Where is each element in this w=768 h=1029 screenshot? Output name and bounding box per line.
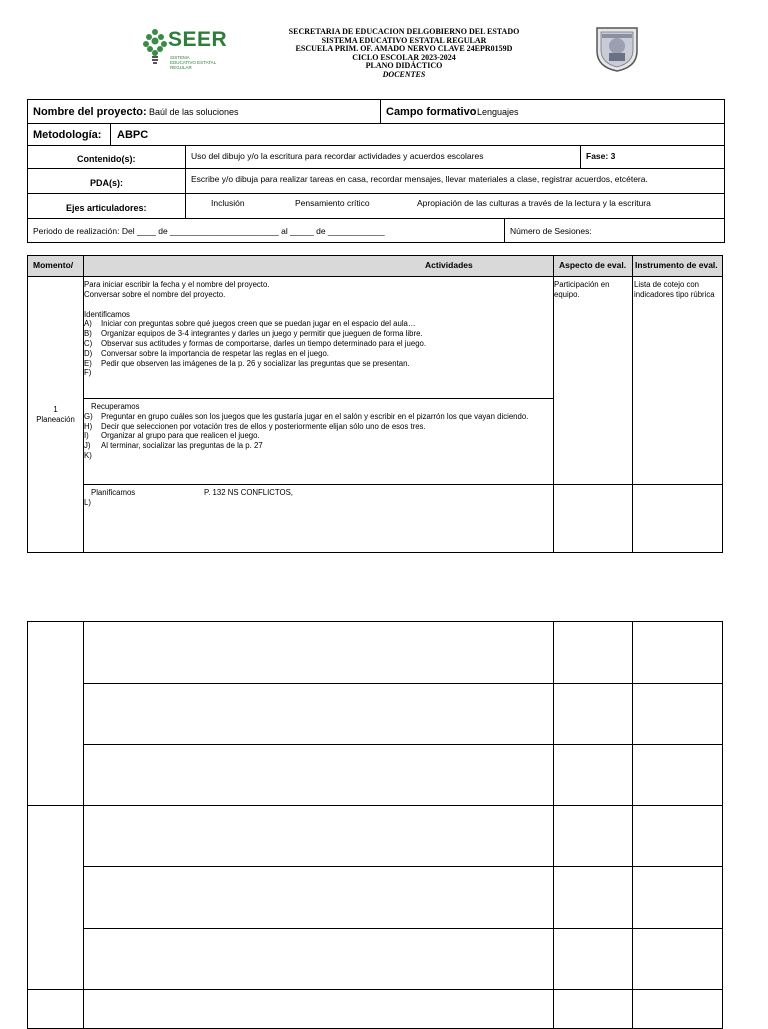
header-line-2: SISTEMA EDUCATIVO ESTATAL REGULAR <box>321 35 487 45</box>
empty-table-cell <box>27 805 84 990</box>
activity-item <box>84 412 546 422</box>
empty-table-cell <box>632 805 723 867</box>
activity-intro-1: Para iniciar escribir la fecha y el nombre del proyecto. <box>84 280 270 289</box>
leaf-bulb-icon <box>142 26 168 66</box>
empty-table-cell <box>553 866 633 929</box>
activity-block-identificamos <box>83 276 554 399</box>
momento-name: Planeación <box>36 414 75 424</box>
header-instrumento: Instrumento de eval. <box>632 255 723 277</box>
activity-item-letter: D) <box>84 348 93 358</box>
activity-item-letter: F) <box>84 368 92 378</box>
activity-item-text: Decir que seleccionen por votación tres de ellos y posteriormente elijan sólo uno de esos tres. <box>101 421 426 431</box>
aspecto-cell-empty <box>553 484 633 553</box>
empty-table-cell <box>83 683 554 745</box>
campo-formativo-label: Campo formativo <box>386 106 477 118</box>
empty-table-cell <box>553 989 633 1029</box>
eje-pensamiento-critico: Pensamiento crítico <box>295 198 370 208</box>
header-actividades: Actividades <box>83 255 554 277</box>
metodologia-row <box>27 123 725 146</box>
empty-table-cell <box>632 621 723 684</box>
empty-table-cell <box>553 621 633 684</box>
sesiones-label: Número de Sesiones: <box>510 226 592 236</box>
periodo-row <box>27 218 725 243</box>
periodo-text: Periodo de realización: Del ____ de _______________________ al _____ de ____________ <box>33 226 385 236</box>
ejes-row <box>27 193 725 219</box>
header-line-4: CICLO ESCOLAR 2023-2024 <box>352 52 456 62</box>
empty-table-cell <box>83 621 554 684</box>
activity-item-letter: J) <box>84 441 91 451</box>
empty-table-cell <box>632 744 723 806</box>
contenido-value: Uso del dibujo y/o la escritura para recordar actividades y acuerdos escolares <box>191 151 484 161</box>
activity-page-ref: P. 132 NS CONFLICTOS, <box>204 488 293 497</box>
contenido-row <box>27 145 725 169</box>
instrumento-value: Lista de cotejo con indicadores tipo rúbrica <box>634 280 715 299</box>
eje-inclusion: Inclusión <box>211 198 245 208</box>
header-momento: Momento/ <box>27 255 84 277</box>
activity-item-letter: C) <box>84 338 93 348</box>
activity-item <box>84 349 546 359</box>
activity-item-letter: G) <box>84 411 93 421</box>
activity-item-text: Organizar equipos de 3-4 integrantes y darles un juego y permitir que jueguen de forma libre. <box>101 329 423 339</box>
empty-table-cell <box>83 805 554 867</box>
pda-value: Escribe y/o dibuja para realizar tareas en casa, recordar mensajes, llevar materiales a clase, registrar acuerdos, etcétera. <box>191 174 648 184</box>
header-line-6: DOCENTES <box>382 69 426 79</box>
empty-table-cell <box>632 683 723 745</box>
document-header <box>230 28 578 80</box>
fase-value: Fase: 3 <box>586 151 616 161</box>
instrumento-cell <box>632 276 723 485</box>
ejes-label: Ejes articuladores: <box>66 203 147 213</box>
pda-label: PDA(s): <box>90 178 123 188</box>
empty-table-cell <box>553 928 633 990</box>
empty-table-cell <box>553 744 633 806</box>
activity-item-letter: K) <box>84 450 92 460</box>
activity-block-planificamos <box>83 484 554 553</box>
activity-item <box>84 359 546 369</box>
activity-item-letter: A) <box>84 319 92 329</box>
eje-apropiacion: Apropiación de las culturas a través de la lectura y la escritura <box>417 198 651 208</box>
activity-item-text: Organizar al grupo para que realicen el juego. <box>101 431 260 441</box>
activity-block-title: Identificamos <box>84 309 130 319</box>
activity-item <box>84 329 546 339</box>
seer-logo <box>142 24 228 70</box>
empty-table-cell <box>83 744 554 806</box>
activity-item-letter: H) <box>84 421 93 431</box>
aspecto-cell <box>553 276 633 485</box>
activity-item <box>84 441 546 451</box>
activity-item-letter: E) <box>84 358 92 368</box>
school-seal-icon <box>594 25 640 73</box>
activity-item <box>84 368 546 378</box>
activity-item-letter: B) <box>84 329 92 339</box>
instrumento-cell-empty <box>632 484 723 553</box>
project-name-cell <box>27 99 381 124</box>
project-name-value: Baúl de las soluciones <box>149 107 239 117</box>
empty-table-cell <box>27 621 84 806</box>
activity-item-text: Al terminar, socializar las preguntas de la p. 27 <box>101 441 263 451</box>
activity-item <box>84 319 546 329</box>
activity-block-title: Recuperamos <box>91 402 140 411</box>
contenido-label: Contenido(s): <box>77 154 136 164</box>
project-name-label: Nombre del proyecto: <box>33 106 147 118</box>
header-line-3: ESCUELA PRIM. OF. AMADO NERVO CLAVE 24EPR0159D <box>295 44 513 54</box>
activity-item-text: Pedir que observen las imágenes de la p. 26 y socializar las preguntas que se presentan. <box>101 358 410 368</box>
empty-table-cell <box>83 866 554 929</box>
momento-number: 1 <box>53 405 58 414</box>
header-line-1: SECRETARIA DE EDUCACION DELGOBIERNO DEL ESTADO <box>288 27 520 36</box>
logo-subtitle: SISTEMA EDUCATIVO ESTATAL REGULAR <box>170 55 217 70</box>
activity-intro-2: Conversar sobre el nombre del proyecto. <box>84 289 226 299</box>
empty-table-cell <box>553 683 633 745</box>
empty-table-cell <box>553 805 633 867</box>
activity-item-text: Preguntar en grupo cuáles son los juegos que les gustaría jugar en el salón y escribir en el pizarrón los que vayan diciendo. <box>101 411 529 421</box>
logo-brand: SEER <box>168 28 228 51</box>
pda-row <box>27 168 725 194</box>
campo-formativo-cell <box>380 99 725 124</box>
empty-table-cell <box>83 989 554 1029</box>
activity-item-text: Observar sus actitudes y formas de comportarse, darles un tiempo determinado para el juego. <box>101 338 427 348</box>
activity-item-text: Conversar sobre la importancia de respetar las reglas en el juego. <box>101 348 329 358</box>
activity-block-recuperamos <box>83 398 554 485</box>
activity-block-title: Planificamos <box>91 488 136 497</box>
empty-table-cell <box>632 928 723 990</box>
activity-item <box>84 431 546 441</box>
header-line-5: PLANO DIDÁCTICO <box>365 61 443 71</box>
empty-table-cell <box>632 989 723 1029</box>
activity-item-text: Iniciar con preguntas sobre qué juegos creen que se puedan jugar en el espacio del aula… <box>101 319 416 329</box>
activity-item-letter: I) <box>84 431 89 441</box>
activity-letter: L) <box>84 498 91 507</box>
campo-formativo-value: : Lenguajes <box>472 107 519 117</box>
aspecto-value: Participación en equipo. <box>554 280 610 299</box>
activity-item <box>84 422 546 432</box>
activity-item <box>84 339 546 349</box>
header-aspecto: Aspecto de eval. <box>553 255 633 277</box>
empty-table-cell <box>83 928 554 990</box>
empty-table-cell <box>632 866 723 929</box>
metodologia-value: ABPC <box>117 129 149 141</box>
activity-item <box>84 451 546 461</box>
momento-cell <box>27 276 84 553</box>
empty-table-cell <box>27 989 84 1029</box>
metodologia-label: Metodología: <box>33 129 102 141</box>
